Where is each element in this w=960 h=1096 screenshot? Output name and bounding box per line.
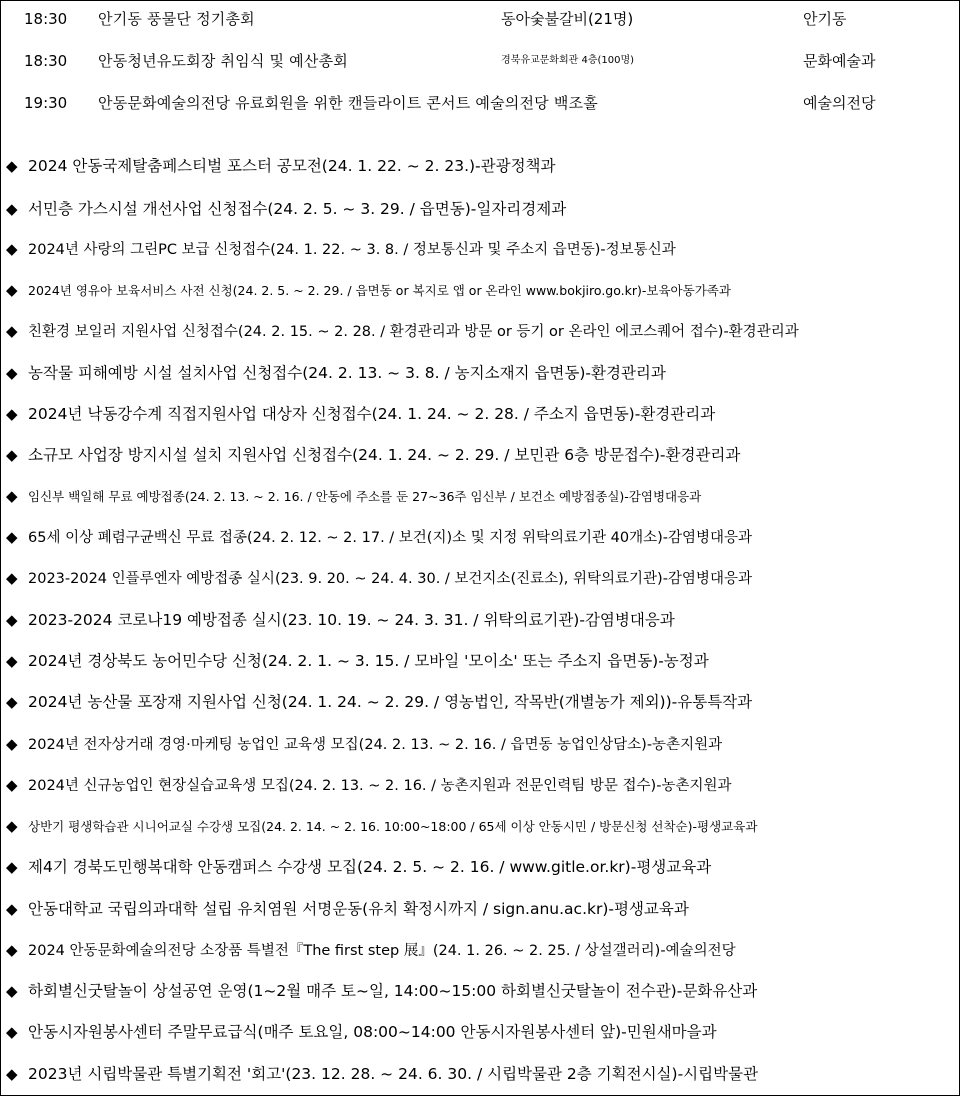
notice-text: 친환경 보일러 지원사업 신청접수(24. 2. 15. ~ 2. 28. / 환경관리과 방문 or 등기 or 온라인 에코스퀘어 접수)-환경관리과 xyxy=(28,324,799,340)
notice-item xyxy=(6,649,709,673)
notice-item xyxy=(6,938,736,962)
diamond-bullet-icon: ◆ xyxy=(6,322,18,340)
notice-item xyxy=(6,773,731,797)
notice-item xyxy=(6,361,666,385)
schedule-dept: 예술의전당 xyxy=(803,94,876,112)
diamond-bullet-icon: ◆ xyxy=(6,652,18,670)
notice-text: 소규모 사업장 방지시설 설치 지원사업 신청접수(24. 1. 24. ~ 2. 29. / 보민관 6층 방문접수)-환경관리과 xyxy=(28,446,741,464)
schedule-time: 18:30 xyxy=(24,10,68,28)
notice-text: 안동대학교 국립의과대학 설립 유치염원 서명운동(유치 확정시까지 / sign.anu.ac.kr)-평생교육과 xyxy=(28,900,689,918)
notice-item xyxy=(6,1020,717,1044)
notice-text: 2024년 전자상거래 경영·마케팅 농업인 교육생 모집(24. 2. 13. ~ 2. 16. / 읍면동 농업인상담소)-농촌지원과 xyxy=(28,737,723,753)
notice-item xyxy=(6,979,757,1003)
schedule-venue: 경북유교문화회관 4층(100명) xyxy=(501,55,635,66)
notice-item xyxy=(6,402,715,426)
diamond-bullet-icon: ◆ xyxy=(6,569,18,587)
diamond-bullet-icon: ◆ xyxy=(6,817,18,835)
diamond-bullet-icon: ◆ xyxy=(6,735,18,753)
notice-text: 2023-2024 인플루엔자 예방접종 실시(23. 9. 20. ~ 24. 4. 30. / 보건지소(진료소), 위탁의료기관)-감염병대응과 xyxy=(28,571,752,587)
diamond-bullet-icon: ◆ xyxy=(6,487,18,505)
notice-text: 2024년 신규농업인 현장실습교육생 모집(24. 2. 13. ~ 2. 16. / 농촌지원과 전문인력팀 방문 접수)-농촌지원과 xyxy=(28,778,732,794)
notice-text: 안동시자원봉사센터 주말무료급식(매주 토요일, 08:00~14:00 안동시자원봉사센터 앞)-민원새마을과 xyxy=(28,1023,717,1041)
diamond-bullet-icon: ◆ xyxy=(6,982,18,1000)
notice-item xyxy=(6,525,752,549)
notice-text: 2024 안동문화예술의전당 소장품 특별전『The first step 展』(24. 1. 26. ~ 2. 25. / 상설갤러리)-예술의전당 xyxy=(28,943,736,959)
notice-item xyxy=(6,443,740,467)
diamond-bullet-icon: ◆ xyxy=(6,776,18,794)
notice-text: 임신부 백일해 무료 예방접종(24. 2. 13. ~ 2. 16. / 안동에 주소를 둔 27~36주 임신부 / 보건소 예방접종실)-감염병대응과 xyxy=(28,489,702,504)
notice-text: 2023년 시립박물관 특별기획전 '회고'(23. 12. 28. ~ 24. 6. 30. / 시립박물관 2층 기획전시실)-시립박물관 xyxy=(28,1065,759,1083)
notice-text: 농작물 피해예방 시설 설치사업 신청접수(24. 2. 13. ~ 3. 8. / 농지소재지 읍면동)-환경관리과 xyxy=(28,364,666,382)
diamond-bullet-icon: ◆ xyxy=(6,157,18,175)
notice-item xyxy=(6,1062,758,1086)
schedule-event: 안동청년유도회장 취임식 및 예산총회 xyxy=(98,52,348,70)
notice-item xyxy=(6,897,689,921)
notice-item xyxy=(6,278,731,302)
schedule-row xyxy=(0,7,960,31)
notice-text: 2024 안동국제탈춤페스티벌 포스터 공모전(24. 1. 22. ~ 2. 23.)-관광정책과 xyxy=(28,157,556,175)
notice-text: 서민층 가스시설 개선사업 신청접수(24. 2. 5. ~ 3. 29. / 읍면동)-일자리경제과 xyxy=(28,200,567,218)
schedule-dept: 문화예술과 xyxy=(803,52,876,70)
schedule-venue: 동아숯불갈비(21명) xyxy=(501,10,634,28)
diamond-bullet-icon: ◆ xyxy=(6,693,18,711)
schedule-time: 19:30 xyxy=(24,94,68,112)
diamond-bullet-icon: ◆ xyxy=(6,281,18,299)
diamond-bullet-icon: ◆ xyxy=(6,611,18,629)
schedule-row xyxy=(0,49,960,73)
notice-text: 2024년 사랑의 그린PC 보급 신청접수(24. 1. 22. ~ 3. 8. / 정보통신과 및 주소지 읍면동)-정보통신과 xyxy=(28,242,676,258)
notice-item xyxy=(6,855,711,879)
notice-item xyxy=(6,732,722,756)
notice-item xyxy=(6,154,556,178)
diamond-bullet-icon: ◆ xyxy=(6,1023,18,1041)
notice-item xyxy=(6,197,566,221)
diamond-bullet-icon: ◆ xyxy=(6,240,18,258)
notice-item xyxy=(6,608,675,632)
diamond-bullet-icon: ◆ xyxy=(6,1065,18,1083)
notice-text: 하회별신굿탈놀이 상설공연 운영(1~2월 매주 토~일, 14:00~15:00 하회별신굿탈놀이 전수관)-문화유산과 xyxy=(28,982,758,1000)
notice-text: 2024년 영유아 보육서비스 사전 신청(24. 2. 5. ~ 2. 29. / 읍면동 or 복지로 앱 or 온라인 www.bokjiro.go.kr)-보육아동가족과 xyxy=(28,283,731,298)
schedule-dept: 안기동 xyxy=(803,10,847,28)
schedule-time: 18:30 xyxy=(24,52,68,70)
diamond-bullet-icon: ◆ xyxy=(6,200,18,218)
diamond-bullet-icon: ◆ xyxy=(6,900,18,918)
notice-item xyxy=(6,814,757,838)
notice-text: 2024년 낙동강수계 직접지원사업 대상자 신청접수(24. 1. 24. ~ 2. 28. / 주소지 읍면동)-환경관리과 xyxy=(28,405,716,423)
schedule-row xyxy=(0,91,960,115)
notice-item xyxy=(6,566,752,590)
notice-text: 2024년 농산물 포장재 지원사업 신청(24. 1. 24. ~ 2. 29. / 영농법인, 작목반(개별농가 제외))-유통특작과 xyxy=(28,693,753,711)
notice-text: 2024년 경상북도 농어민수당 신청(24. 2. 1. ~ 3. 15. / 모바일 '모이소' 또는 주소지 읍면동)-농정과 xyxy=(28,652,709,670)
diamond-bullet-icon: ◆ xyxy=(6,364,18,382)
diamond-bullet-icon: ◆ xyxy=(6,528,18,546)
notice-text: 65세 이상 폐렴구균백신 무료 접종(24. 2. 12. ~ 2. 17. / 보건(지)소 및 지정 위탁의료기관 40개소)-감염병대응과 xyxy=(28,530,753,546)
notice-item xyxy=(6,690,752,714)
notice-item xyxy=(6,484,701,508)
notice-text: 제4기 경북도민행복대학 안동캠퍼스 수강생 모집(24. 2. 5. ~ 2. 16. / www.gitle.or.kr)-평생교육과 xyxy=(28,858,712,876)
diamond-bullet-icon: ◆ xyxy=(6,446,18,464)
diamond-bullet-icon: ◆ xyxy=(6,941,18,959)
notice-item xyxy=(6,319,799,343)
schedule-event: 안동문화예술의전당 유료회원을 위한 캔들라이트 콘서트 예술의전당 백조홀 xyxy=(98,94,598,112)
notice-text: 상반기 평생학습관 시니어교실 수강생 모집(24. 2. 14. ~ 2. 16. 10:00~18:00 / 65세 이상 안동시민 / 방문신청 선착순)-평생교육과 xyxy=(28,819,758,834)
notice-item xyxy=(6,237,676,261)
schedule-event: 안기동 풍물단 정기총회 xyxy=(98,10,255,28)
notice-text: 2023-2024 코로나19 예방접종 실시(23. 10. 19. ~ 24. 3. 31. / 위탁의료기관)-감염병대응과 xyxy=(28,611,675,629)
diamond-bullet-icon: ◆ xyxy=(6,858,18,876)
diamond-bullet-icon: ◆ xyxy=(6,405,18,423)
